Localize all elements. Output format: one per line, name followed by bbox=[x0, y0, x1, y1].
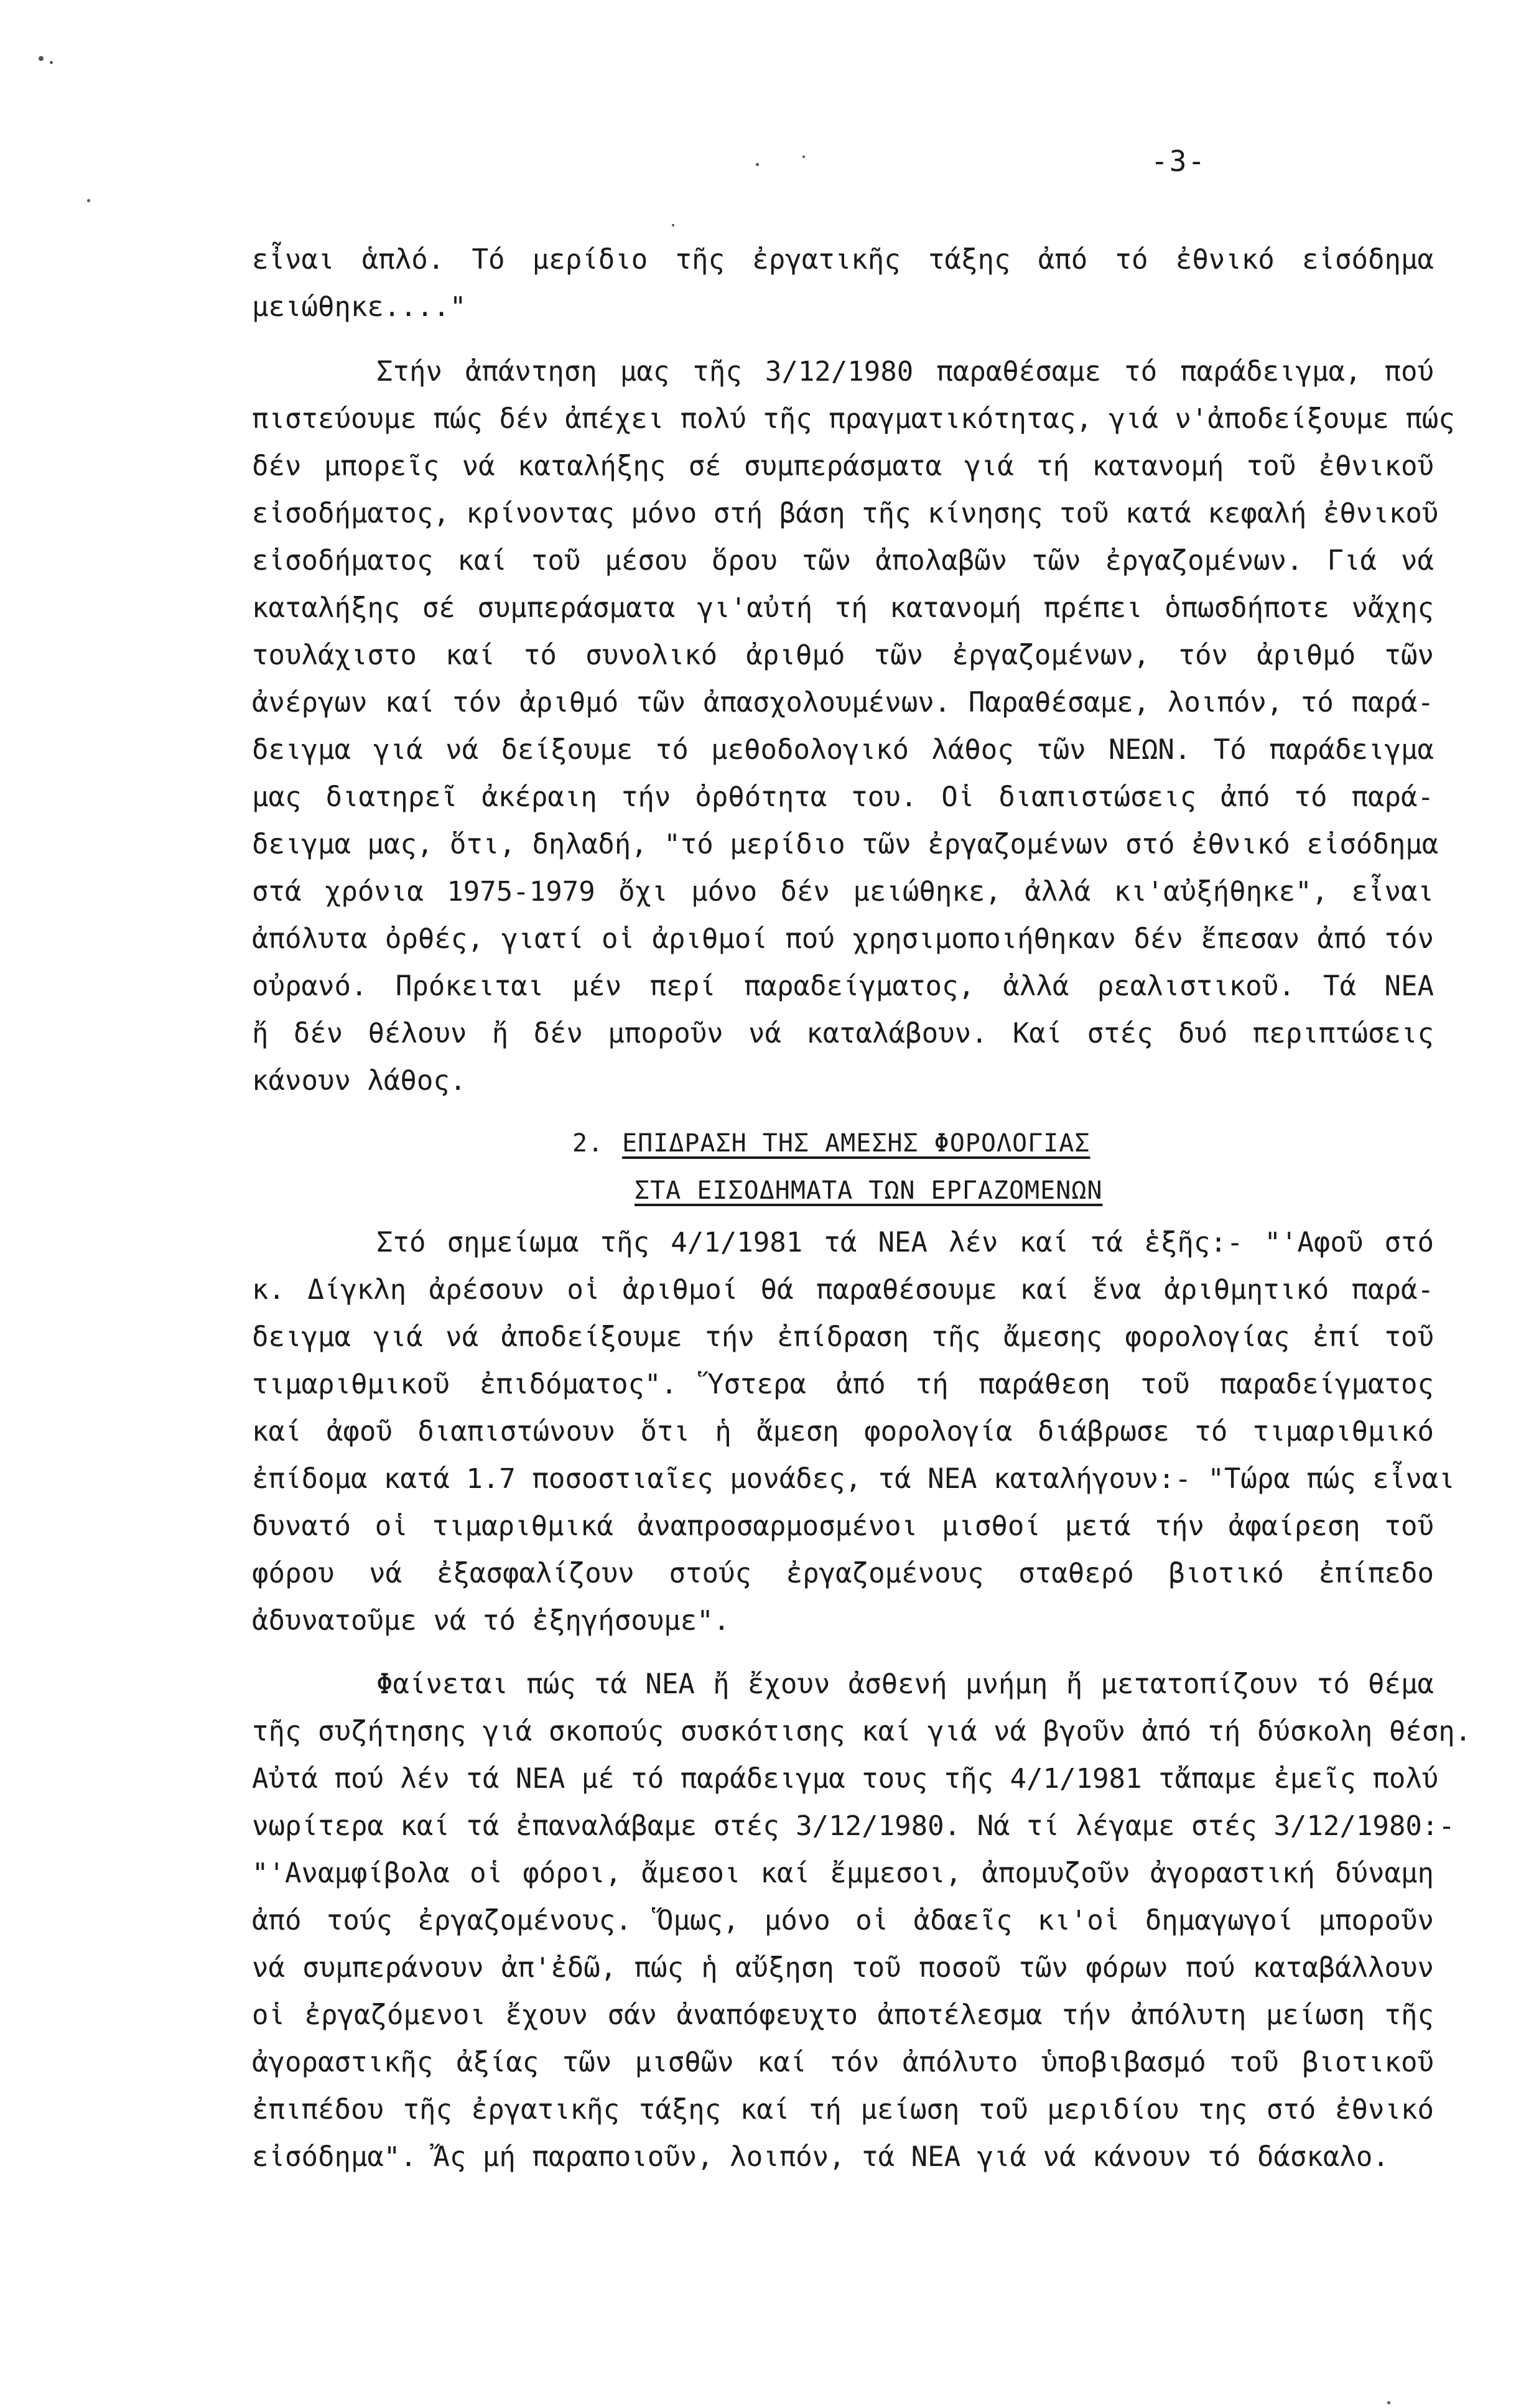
text-line: στά χρόνια 1975-1979 ὄχι μόνο δέν μειώθηκε, ἀλλά κι'αὐξήθηκε", εἶναι bbox=[252, 876, 1434, 908]
text-line: δειγμα γιά νά δείξουμε τό μεθοδολογικό λάθος τῶν ΝΕΩΝ. Τό παράδειγμα bbox=[252, 734, 1434, 766]
text-line: μειώθηκε...." bbox=[252, 291, 467, 323]
text-line: ἤ δέν θέλουν ἤ δέν μποροῦν νά καταλάβουν. Καί στές δυό περιπτώσεις bbox=[252, 1018, 1434, 1049]
text-line: ἀγοραστικῆς ἀξίας τῶν μισθῶν καί τόν ἀπόλυτο ὑποβιβασμό τοῦ βιοτικοῦ bbox=[252, 2047, 1434, 2078]
scan-speck bbox=[1387, 2401, 1390, 2404]
paragraph-2 bbox=[252, 348, 1455, 1105]
text-line: "'Αναμφίβολα οἱ φόροι, ἄμεσοι καί ἔμμεσοι, ἀπομυζοῦν ἀγοραστική δύναμη bbox=[252, 1857, 1434, 1889]
text-line: καί ἀφοῦ διαπιστώνουν ὅτι ἡ ἄμεση φορολογία διάβρωσε τό τιμαριθμικό bbox=[252, 1416, 1434, 1448]
text-line: εἰσοδήματος καί τοῦ μέσου ὅρου τῶν ἀπολαβῶν τῶν ἐργαζομένων. Γιά νά bbox=[252, 545, 1434, 577]
scan-speck bbox=[672, 224, 674, 226]
text-line: κάνουν λάθος. bbox=[252, 1065, 467, 1097]
scan-speck bbox=[87, 199, 90, 202]
text-line: νωρίτερα καί τά ἐπαναλάβαμε στές 3/12/1980. Νά τί λέγαμε στές 3/12/1980:- bbox=[252, 1810, 1455, 1842]
section-heading bbox=[572, 1120, 1102, 1214]
text-line: φόρου νά ἐξασφαλίζουν στούς ἐργαζομένους σταθερό βιοτικό ἐπίπεδο bbox=[252, 1558, 1434, 1589]
text-line: ἐπιπέδου τῆς ἐργατικῆς τάξης καί τή μείωση τοῦ μεριδίου της στό ἐθνικό bbox=[252, 2094, 1434, 2126]
scan-speck bbox=[802, 156, 805, 158]
text-line: ἀπόλυτα ὀρθές, γιατί οἱ ἀριθμοί πού χρησιμοποιήθηκαν δέν ἔπεσαν ἀπό τόν bbox=[252, 923, 1434, 955]
text-line: Αὐτά πού λέν τά ΝΕΑ μέ τό παράδειγμα τους τῆς 4/1/1981 τἄπαμε ἐμεῖς πολύ bbox=[252, 1763, 1439, 1795]
paragraph-3 bbox=[252, 1219, 1455, 1645]
text-line: τιμαριθμικοῦ ἐπιδόματος". Ὕστερα ἀπό τή παράθεση τοῦ παραδείγματος bbox=[252, 1369, 1434, 1400]
text-line: δυνατό οἱ τιμαριθμικά ἀναπροσαρμοσμένοι μισθοί μετά τήν ἀφαίρεση τοῦ bbox=[252, 1510, 1434, 1542]
text-line: ἐπίδομα κατά 1.7 ποσοστιαῖες μονάδες, τά ΝΕΑ καταλήγουν:- "Τώρα πώς εἶναι bbox=[252, 1463, 1455, 1495]
text-line: τουλάχιστο καί τό συνολικό ἀριθμό τῶν ἐργαζομένων, τόν ἀριθμό τῶν bbox=[252, 639, 1434, 671]
text-line: Φαίνεται πώς τά ΝΕΑ ἤ ἔχουν ἀσθενή μνήμη ἤ μετατοπίζουν τό θέμα bbox=[376, 1668, 1434, 1700]
section-title-line-1: ΕΠΙΔΡΑΣΗ ΤΗΣ ΑΜΕΣΗΣ ΦΟΡΟΛΟΓΙΑΣ bbox=[622, 1129, 1090, 1158]
paragraph-4 bbox=[252, 1661, 1472, 2181]
text-line: Στήν ἀπάντηση μας τῆς 3/12/1980 παραθέσαμε τό παράδειγμα, πού bbox=[376, 356, 1434, 388]
text-line: εἶναι ἁπλό. Τό μερίδιο τῆς ἐργατικῆς τάξης ἀπό τό ἐθνικό εἰσόδημα bbox=[252, 244, 1434, 276]
text-line: εἰσοδήματος, κρίνοντας μόνο στή βάση τῆς κίνησης τοῦ κατά κεφαλή ἐθνικοῦ bbox=[252, 498, 1439, 529]
text-line: ἀδυνατοῦμε νά τό ἐξηγήσουμε". bbox=[252, 1605, 730, 1637]
text-line: ἀνέργων καί τόν ἀριθμό τῶν ἀπασχολουμένων. Παραθέσαμε, λοιπόν, τό παρά- bbox=[252, 687, 1434, 718]
scan-speck bbox=[39, 56, 44, 61]
text-line: εἰσόδημα". Ἄς μή παραποιοῦν, λοιπόν, τά ΝΕΑ γιά νά κάνουν τό δάσκαλο. bbox=[252, 2141, 1389, 2173]
text-line: κ. Δίγκλη ἀρέσουν οἱ ἀριθμοί θά παραθέσουμε καί ἕνα ἀριθμητικό παρά- bbox=[252, 1274, 1434, 1306]
text-line: οἱ ἐργαζόμενοι ἔχουν σάν ἀναπόφευχτο ἀποτέλεσμα τήν ἀπόλυτη μείωση τῆς bbox=[252, 1999, 1434, 2031]
section-number: 2. bbox=[572, 1129, 604, 1158]
page-number: -3- bbox=[1151, 144, 1207, 178]
text-line: ἀπό τούς ἐργαζομένους. Ὅμως, μόνο οἱ ἀδαεῖς κι'οἱ δημαγωγοί μποροῦν bbox=[252, 1905, 1434, 1936]
text-line: Στό σημείωμα τῆς 4/1/1981 τά ΝΕΑ λέν καί τά ἑξῆς:- "'Αφοῦ στό bbox=[376, 1227, 1434, 1258]
text-line: δέν μπορεῖς νά καταλήξης σέ συμπεράσματα γιά τή κατανομή τοῦ ἐθνικοῦ bbox=[252, 450, 1434, 482]
text-line: καταλήξης σέ συμπεράσματα γι'αὐτή τή κατανομή πρέπει ὁπωσδήποτε νἄχης bbox=[252, 592, 1434, 624]
text-line: μας διατηρεῖ ἀκέραιη τήν ὀρθότητα του. Οἱ διαπιστώσεις ἀπό τό παρά- bbox=[252, 781, 1434, 813]
text-line: τῆς συζήτησης γιά σκοπούς συσκότισης καί γιά νά βγοῦν ἀπό τή δύσκολη θέση. bbox=[252, 1716, 1472, 1747]
text-line: νά συμπεράνουν ἀπ'ἐδῶ, πώς ἡ αὔξηση τοῦ ποσοῦ τῶν φόρων πού καταβάλλουν bbox=[252, 1952, 1434, 1984]
text-line: δειγμα γιά νά ἀποδείξουμε τήν ἐπίδραση τῆς ἄμεσης φορολογίας ἐπί τοῦ bbox=[252, 1321, 1434, 1353]
scan-speck bbox=[756, 163, 759, 166]
scan-speck bbox=[50, 61, 53, 64]
paragraph-1 bbox=[252, 236, 1434, 331]
text-line: δειγμα μας, ὅτι, δηλαδή, "τό μερίδιο τῶν ἐργαζομένων στό ἐθνικό εἰσόδημα bbox=[252, 829, 1439, 860]
section-title-line-2: ΣΤΑ ΕΙΣΟΔΗΜΑΤΑ ΤΩΝ ΕΡΓΑΖΟΜΕΝΩΝ bbox=[635, 1176, 1103, 1205]
text-line: πιστεύουμε πώς δέν ἀπέχει πολύ τῆς πραγματικότητας, γιά ν'ἀποδείξουμε πώς bbox=[252, 403, 1455, 435]
text-line: οὐρανό. Πρόκειται μέν περί παραδείγματος, ἀλλά ρεαλιστικοῦ. Τά ΝΕΑ bbox=[252, 970, 1434, 1002]
